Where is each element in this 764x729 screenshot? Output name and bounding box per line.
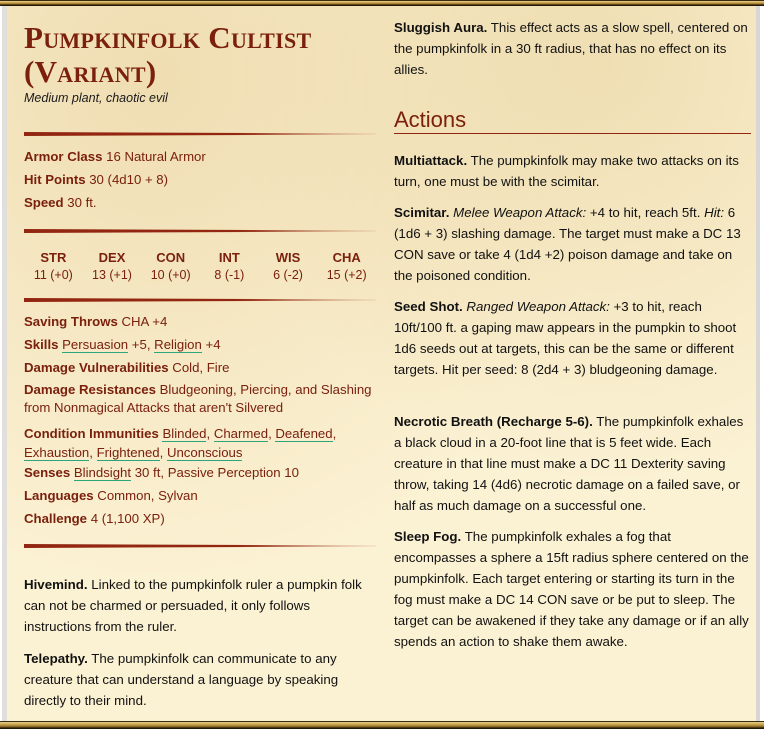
condition-immunities: Condition Immunities Blinded, Charmed, Deafened, Exhaustion, Frightened, Unconscious	[24, 426, 337, 460]
ability-str	[24, 249, 83, 285]
ability-score: 10 (+0)	[150, 268, 191, 282]
ability-name: INT	[218, 250, 240, 265]
skill-bonus: +4	[201, 337, 221, 352]
trait-name: Telepathy.	[24, 651, 88, 666]
hit-points-value: 30 (4d10 + 8)	[89, 172, 169, 187]
action-name: Multiattack.	[394, 153, 468, 168]
ability-score: 15 (+2)	[326, 268, 367, 282]
trait-sluggish-aura	[394, 17, 752, 80]
saving-throws-label: Saving Throws	[24, 314, 118, 329]
hit-points-label: Hit Points	[24, 172, 86, 187]
ability-cha	[317, 249, 376, 285]
challenge-value: 4 (1,100 XP)	[90, 511, 165, 526]
bottom-border	[0, 721, 764, 729]
parchment-sheet	[2, 6, 760, 721]
action-name: Sleep Fog.	[394, 529, 462, 544]
ability-wis	[259, 249, 318, 285]
ability-con	[141, 249, 200, 285]
trait-telepathy	[24, 648, 376, 711]
ability-name: CON	[156, 250, 186, 265]
sense-link-blindsight[interactable]: Blindsight	[73, 465, 132, 480]
trait-text: The pumpkinfolk can communicate to any creature that can understand a language by speaking directly to their mind.	[24, 651, 339, 708]
senses	[24, 463, 299, 482]
challenge	[24, 509, 165, 528]
attack-type: Melee Weapon Attack:	[453, 205, 587, 220]
trait-text: Linked to the pumpkinfolk ruler a pumpkin folk can not be charmed or persuaded, it only follows instructions from the ruler.	[24, 577, 362, 634]
action-name: Seed Shot.	[394, 299, 463, 314]
armor-class-label: Armor Class	[24, 149, 103, 164]
action-seed-shot	[394, 296, 752, 380]
action-sleep-fog	[394, 526, 752, 652]
ability-name: DEX	[98, 250, 126, 265]
trait-text: This effect acts as a slow spell, centered on the pumpkinfolk in a 30 ft radius, that has no effect on its allies.	[394, 20, 748, 77]
ability-name: CHA	[332, 250, 361, 265]
divider	[24, 298, 376, 302]
action-name: Scimitar.	[394, 205, 450, 220]
ability-name: WIS	[275, 250, 301, 265]
divider	[24, 132, 376, 136]
ability-int	[200, 249, 259, 285]
damage-resistances-value: Bludgeoning, Piercing, and Slashing from Nonmagical Attacks that aren't Silvered	[24, 382, 372, 415]
skill-link-religion[interactable]: Religion	[154, 337, 202, 352]
armor-class-value: 16 Natural Armor	[106, 149, 206, 164]
monster-name-line2: (Variant)	[24, 54, 157, 89]
hit-points	[24, 170, 168, 189]
skill-bonus: +5,	[128, 337, 151, 352]
ability-dex	[83, 249, 142, 285]
condition-link-charmed[interactable]: Charmed	[213, 426, 269, 441]
condition-link-frightened[interactable]: Frightened	[96, 445, 160, 460]
trait-hivemind	[24, 574, 376, 637]
ability-score: 6 (-2)	[273, 268, 303, 282]
action-name: Necrotic Breath (Recharge 5-6).	[394, 414, 593, 429]
ability-score: 8 (-1)	[214, 268, 245, 282]
condition-link-blinded[interactable]: Blinded	[162, 426, 207, 441]
condition-link-unconscious[interactable]: Unconscious	[166, 445, 243, 460]
condition-immunities-label: Condition Immunities	[24, 426, 159, 441]
action-scimitar	[394, 202, 752, 286]
saving-throws	[24, 312, 167, 331]
condition-link-exhaustion[interactable]: Exhaustion	[24, 445, 90, 460]
saving-throws-value: CHA +4	[121, 314, 168, 329]
action-multiattack	[394, 150, 752, 192]
speed-label: Speed	[24, 195, 64, 210]
speed-value: 30 ft.	[67, 195, 97, 210]
divider	[24, 229, 376, 233]
condition-link-deafened[interactable]: Deafened	[275, 426, 333, 441]
damage-vulnerabilities	[24, 358, 229, 377]
actions-heading: Actions	[394, 107, 467, 132]
skills-label: Skills	[24, 337, 59, 352]
monster-name-line1: Pumpkinfolk Cultist	[24, 20, 312, 55]
hit-label: Hit:	[704, 205, 725, 220]
speed	[24, 193, 97, 212]
action-necrotic-breath	[394, 411, 752, 516]
languages-label: Languages	[24, 488, 94, 503]
ability-scores	[24, 249, 376, 285]
languages	[24, 486, 198, 505]
action-text: 6 (1d6 + 3) slashing damage. The target must make a DC 13 CON save or take 4 (1d4 +2) poison damage and take on the poisoned condition.	[394, 205, 741, 283]
damage-vulnerabilities-value: Cold, Fire	[172, 360, 230, 375]
ability-score: 13 (+1)	[92, 268, 132, 282]
armor-class	[24, 147, 206, 166]
trait-name: Hivemind.	[24, 577, 88, 592]
actions-divider	[394, 133, 751, 134]
attack-type: Ranged Weapon Attack:	[466, 299, 610, 314]
senses-value: 30 ft, Passive Perception 10	[131, 465, 299, 480]
ability-name: STR	[40, 250, 67, 265]
action-text: The pumpkinfolk may make two attacks on its turn, one must be with the scimitar.	[394, 153, 739, 189]
damage-resistances	[24, 381, 376, 417]
action-text: +3 to hit, reach 10ft/100 ft. a gaping maw appears in the pumpkin to shoot 1d6 seeds out at targets, this can be the same or different targets. Hit per seed: 8 (2d4 + 3) bludgeoning damage.	[394, 299, 737, 377]
action-text: The pumpkinfolk exhales a black cloud in a 20-foot line that is 5 feet wide. Each creature in that line must make a DC 11 Dexterity saving throw, taking 14 (4d6) necrotic damage on a failed save, or half as much damage on a successful one.	[394, 414, 744, 513]
action-text: The pumpkinfolk exhales a fog that encompasses a sphere a 15ft radius sphere centered on the pumpkinfolk. Each target entering or starting its turn in the fog must make a DC 14 CON save or be put to sleep. The target can be awakened if they take any damage or if an ally spends an action to shake them awake.	[394, 529, 749, 649]
ability-score: 11 (+0)	[33, 268, 73, 282]
divider	[24, 544, 376, 548]
skills	[24, 335, 221, 354]
senses-label: Senses	[24, 465, 71, 480]
monster-name	[24, 21, 311, 89]
trait-name: Sluggish Aura.	[394, 20, 488, 35]
skill-link-persuasion[interactable]: Persuasion	[62, 337, 129, 352]
monster-type: Medium plant, chaotic evil	[24, 91, 168, 105]
action-text: +4 to hit, reach 5ft.	[586, 205, 705, 220]
damage-vulnerabilities-label: Damage Vulnerabilities	[24, 360, 169, 375]
damage-resistances-label: Damage Resistances	[24, 382, 156, 397]
challenge-label: Challenge	[24, 511, 88, 526]
languages-value: Common, Sylvan	[97, 488, 198, 503]
